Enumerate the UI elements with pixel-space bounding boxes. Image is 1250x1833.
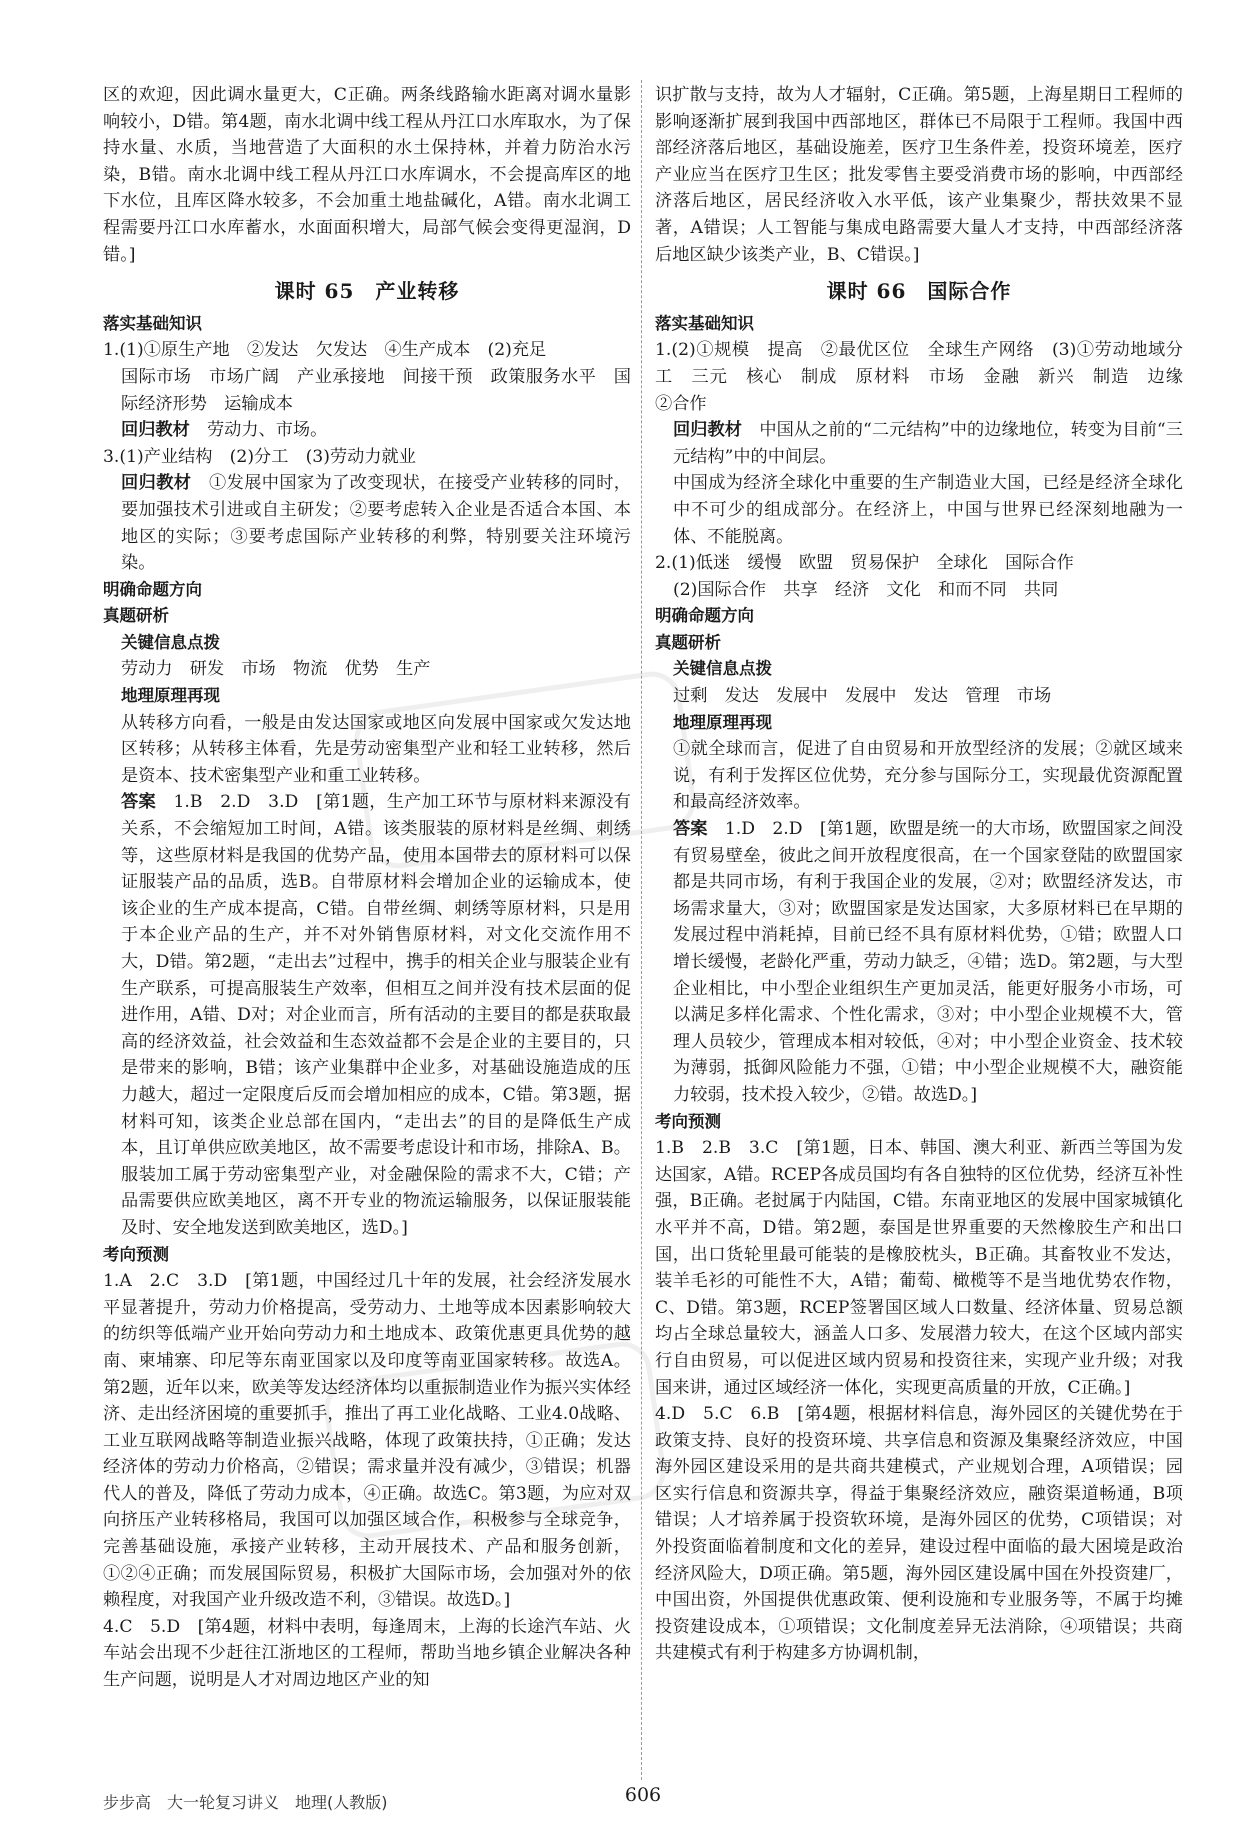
answer-item-cont: (2)国际合作 共享 经济 文化 和而不同 共同 xyxy=(673,579,1059,600)
answer-item: 3.(1)产业结构 (2)分工 (3)劳动力就业 xyxy=(103,446,416,467)
return-text-cont: 中国成为经济全球化中重要的生产制造业大国，已经是经济全球化中不可少的组成部分。在经济上，中国与世界已经深刻地融为一体、不能脱离。 xyxy=(673,473,1183,547)
sub-heading: 地理原理再现 xyxy=(673,712,772,732)
keywords: 过剩 发达 发展中 发展中 发达 管理 市场 xyxy=(673,686,1052,707)
right-column xyxy=(655,82,1201,1667)
page-number: 606 xyxy=(624,1784,662,1806)
answer-item: 1.(2)①规模 提高 ②最优区位 全球生产网络 (3)①劳动地域分工 三元 核心 制成 原材料 市场 金融 新兴 制造 边缘 ②合作 xyxy=(655,340,1201,414)
sub-heading: 关键信息点拨 xyxy=(121,632,220,652)
principle-text: 从转移方向看，一般是由发达国家或地区向发展中国家或欠发达地区转移；从转移主体看，先是劳动密集型产业和轻工业转移，然后是资本、技术密集型产业和重工业转移。 xyxy=(121,712,631,786)
return-text: 劳动力、市场。 xyxy=(206,420,328,441)
answer-label: 答案 xyxy=(673,819,708,840)
return-text: 中国从之前的“二元结构”中的边缘地位，转变为目前“三元结构”中的中间层。 xyxy=(673,420,1183,467)
answer-block xyxy=(655,816,1183,1109)
lesson-title: 课时 65 产业转移 xyxy=(274,279,460,304)
return-textbook xyxy=(103,470,631,576)
column-divider xyxy=(641,80,642,1780)
section-heading: 明确命题方向 xyxy=(655,606,754,626)
forecast-answer: 4.C 5.D [第4题，材料中表明，每逢周末，上海的长途汽车站、火车站会出现不少赶往江浙地区的工程师，帮助当地乡镇企业解决各种生产问题，说明是人才对周边地区产业的知 xyxy=(103,1616,631,1691)
return-label: 回归教材 xyxy=(673,420,743,441)
page-footer xyxy=(103,1784,1183,1820)
section-heading: 落实基础知识 xyxy=(103,313,202,333)
section-heading: 考向预测 xyxy=(655,1111,721,1131)
section-heading: 真题研析 xyxy=(655,632,721,652)
answer-item-cont: 国际市场 市场广阔 产业承接地 间接干预 政策服务水平 国际经济形势 运输成本 xyxy=(121,366,631,414)
section-heading: 明确命题方向 xyxy=(103,579,202,599)
forecast-answer: 1.B 2.B 3.C [第1题，日本、韩国、澳大利亚、新西兰等国为发达国家，A错。RCEP各成员国均有各自独特的区位优势，经济互补性强，B正确。老挝属于内陆国，C错。东南亚地区的发展中国家城镇化水平并不高，D错。第2题，泰国是世界重要的天然橡胶生产和出口国，出口货轮里最可能装的是橡胶枕头，B正确。其畜牧业不发达，装羊毛衫的可能性不大，A错；葡萄、橄榄等不是当地优势农作物，C、D错。第3题，RCEP签署国区域人口数量、经济体量、贸易总额均占全球总量较大，涵盖人口多、发展潜力较大，在这个区域内部实行自由贸易，可以促进区域内贸易和投资往来，实现产业升级；对我国来讲，通过区域经济一体化，实现更高质量的开放，C正确。] xyxy=(655,1138,1183,1398)
answer-label: 答案 xyxy=(121,792,156,813)
sub-heading: 地理原理再现 xyxy=(121,686,220,706)
sub-heading: 关键信息点拨 xyxy=(673,659,772,679)
section-heading: 考向预测 xyxy=(103,1244,169,1264)
book-title: 步步高 大一轮复习讲义 地理(人教版) xyxy=(103,1793,388,1812)
return-label: 回归教材 xyxy=(121,473,192,494)
section-heading: 落实基础知识 xyxy=(655,313,754,333)
return-label: 回归教材 xyxy=(121,420,190,441)
intro-paragraph: 识扩散与支持，故为人才辐射，C正确。第5题，上海星期日工程师的影响逐渐扩展到我国中西部地区，群体已不局限于工程师。我国中西部经济落后地区，基础设施差，医疗卫生条件差，投资环境差，医疗产业应当在医疗卫生区；批发零售主要受消费市场的影响，中西部经济落后地区，居民经济收入水平低，该产业集聚少，帮扶效果不显著，A错误；人工智能与集成电路需要大量人才支持，中西部经济落后地区缺少该类产业，B、C错误。] xyxy=(655,85,1183,265)
lesson-title: 课时 66 国际合作 xyxy=(826,279,1012,304)
answer-item: 2.(1)低迷 缓慢 欧盟 贸易保护 全球化 国际合作 xyxy=(655,553,1074,574)
return-textbook xyxy=(103,417,631,444)
forecast-answer: 4.D 5.C 6.B [第4题，根据材料信息，海外园区的关键优势在于政策支持、良好的投资环境、共享信息和资源及集聚经济效应，中国海外园区建设采用的是共商共建模式，产业规划合理，A项错误；园区实行信息和资源共享，得益于集聚经济效应，融资渠道畅通，B项错误；人才培养属于投资软环境，是海外园区的优势，C项错误；对外投资面临着制度和文化的差异，建设过程中面临的最大困境是政治经济风险大，D项正确。第5题，海外园区建设属中国在外投资建厂，中国出资，外国提供优惠政策、便利设施和专业服务等，不属于均摊投资建设成本，①项错误；文化制度差异无法消除，④项错误；共商共建模式有利于构建多方协调机制， xyxy=(655,1404,1183,1664)
forecast-answer: 1.A 2.C 3.D [第1题，中国经过几十年的发展，社会经济发展水平显著提升，劳动力价格提高，受劳动力、土地等成本因素影响较大的纺织等低端产业开始向劳动力和土地成本、政策优惠更具优势的越南、柬埔寨、印尼等东南亚国家以及印度等南亚国家转移。故选A。第2题，近年以来，欧美等发达经济体均以重振制造业作为振兴实体经济、走出经济困境的重要抓手，推出了再工业化战略、工业4.0战略、工业互联网战略等制造业振兴战略，体现了政策扶持，①正确；发达经济体的劳动力价格高，②错误；需求量并没有减少，③错误；机器代人的普及，降低了劳动力成本，④正确。故选C。第3题，为应对双向挤压产业转移格局，我国可以加强区域合作，积极参与全球竞争，完善基础设施，承接产业转移，主动开展技术、产品和服务创新，①②④正确；而发展国际贸易，积极扩大国际市场，会加强对外的依赖程度，对我国产业升级改造不利，③错误。故选D。] xyxy=(103,1271,631,1611)
intro-paragraph: 区的欢迎，因此调水量更大，C正确。两条线路输水距离对调水量影响较小，D错。第4题，南水北调中线工程从丹江口水库取水，为了保持水量、水质，当地营造了大面积的水土保持林，并着力防治水污染，B错。南水北调中线工程从丹江口水库调水，不会提高库区的地下水位，且库区降水较多，不会加重土地盐碱化，A错。南水北调工程需要丹江口水库蓄水，水面面积增大，局部气候会变得更湿润，D错。] xyxy=(103,85,631,265)
keywords: 劳动力 研发 市场 物流 优势 生产 xyxy=(121,659,431,680)
answer-text: 1.B 2.D 3.D [第1题，生产加工环节与原材料来源没有关系，不会缩短加工时间，A错。该类服装的原材料是丝绸、刺绣等，这些原材料是我国的优势产品，使用本国带去的原材料可以保证服装产品的品质，选B。自带原材料会增加企业的运输成本，使该企业的生产成本提高，C错。自带丝绸、刺绣等原材料，只是用于本企业产品的生产，并不对外销售原材料，对文化交流作用不大，D错。第2题，“走出去”过程中，携手的相关企业与服装企业有生产联系，可提高服装生产效率，但相互之间并没有技术层面的促进作用，A错、D对；对企业而言，所有活动的主要目的都是获取最高的经济效益，社会效益和生态效益都不会是企业的主要目的，只是带来的影响，B错；该产业集群中企业多，对基础设施造成的压力越大，超过一定限度后反而会增加相应的成本，C错。第3题，据材料可知，该类企业总部在国内，“走出去”的目的是降低生产成本，且订单供应欧美地区，故不需要考虑设计和市场，排除A、B。服装加工属于劳动密集型产业，对金融保险的需求不大，C错；产品需要供应欧美地区，离不开专业的物流运输服务，以保证服装能及时、安全地发送到欧美地区，选D。] xyxy=(121,792,631,1238)
answer-block xyxy=(103,789,631,1241)
return-textbook xyxy=(655,417,1183,470)
answer-text: 1.D 2.D [第1题，欧盟是统一的大市场，欧盟国家之间没有贸易壁垒，彼此之间开放程度很高，在一个国家登陆的欧盟国家都是共同市场，有利于我国企业的发展，②对；欧盟经济发达，市场需求量大，③对；欧盟国家是发达国家，大多原材料已在早期的发展过程中消耗掉，目前已经不具有原材料优势，①错；欧盟人口增长缓慢，老龄化严重，劳动力缺乏，④错；选D。第2题，与大型企业相比，中小型企业组织生产更加灵活，能更好服务小市场，可以满足多样化需求、个性化需求，③对；中小型企业规模不大，管理人员较少，管理成本相对较低，④对；中小型企业资金、技术较为薄弱，抵御风险能力不强，①错；中小型企业规模不大，融资能力较弱，技术投入较少，②错。故选D。] xyxy=(673,819,1183,1105)
answer-item: 1.(1)①原生产地 ②发达 欠发达 ④生产成本 (2)充足 xyxy=(103,340,547,361)
left-column xyxy=(103,82,631,1694)
section-heading: 真题研析 xyxy=(103,606,169,626)
return-text: ①发展中国家为了改变现状，在接受产业转移的同时，要加强技术引进或自主研发；②要考虑转入企业是否适合本国、本地区的实际；③要考虑国际产业转移的利弊，特别要关注环境污染。 xyxy=(121,473,631,574)
principle-text: ①就全球而言，促进了自由贸易和开放型经济的发展；②就区域来说，有利于发挥区位优势，充分参与国际分工，实现最优资源配置和最高经济效率。 xyxy=(673,739,1183,813)
